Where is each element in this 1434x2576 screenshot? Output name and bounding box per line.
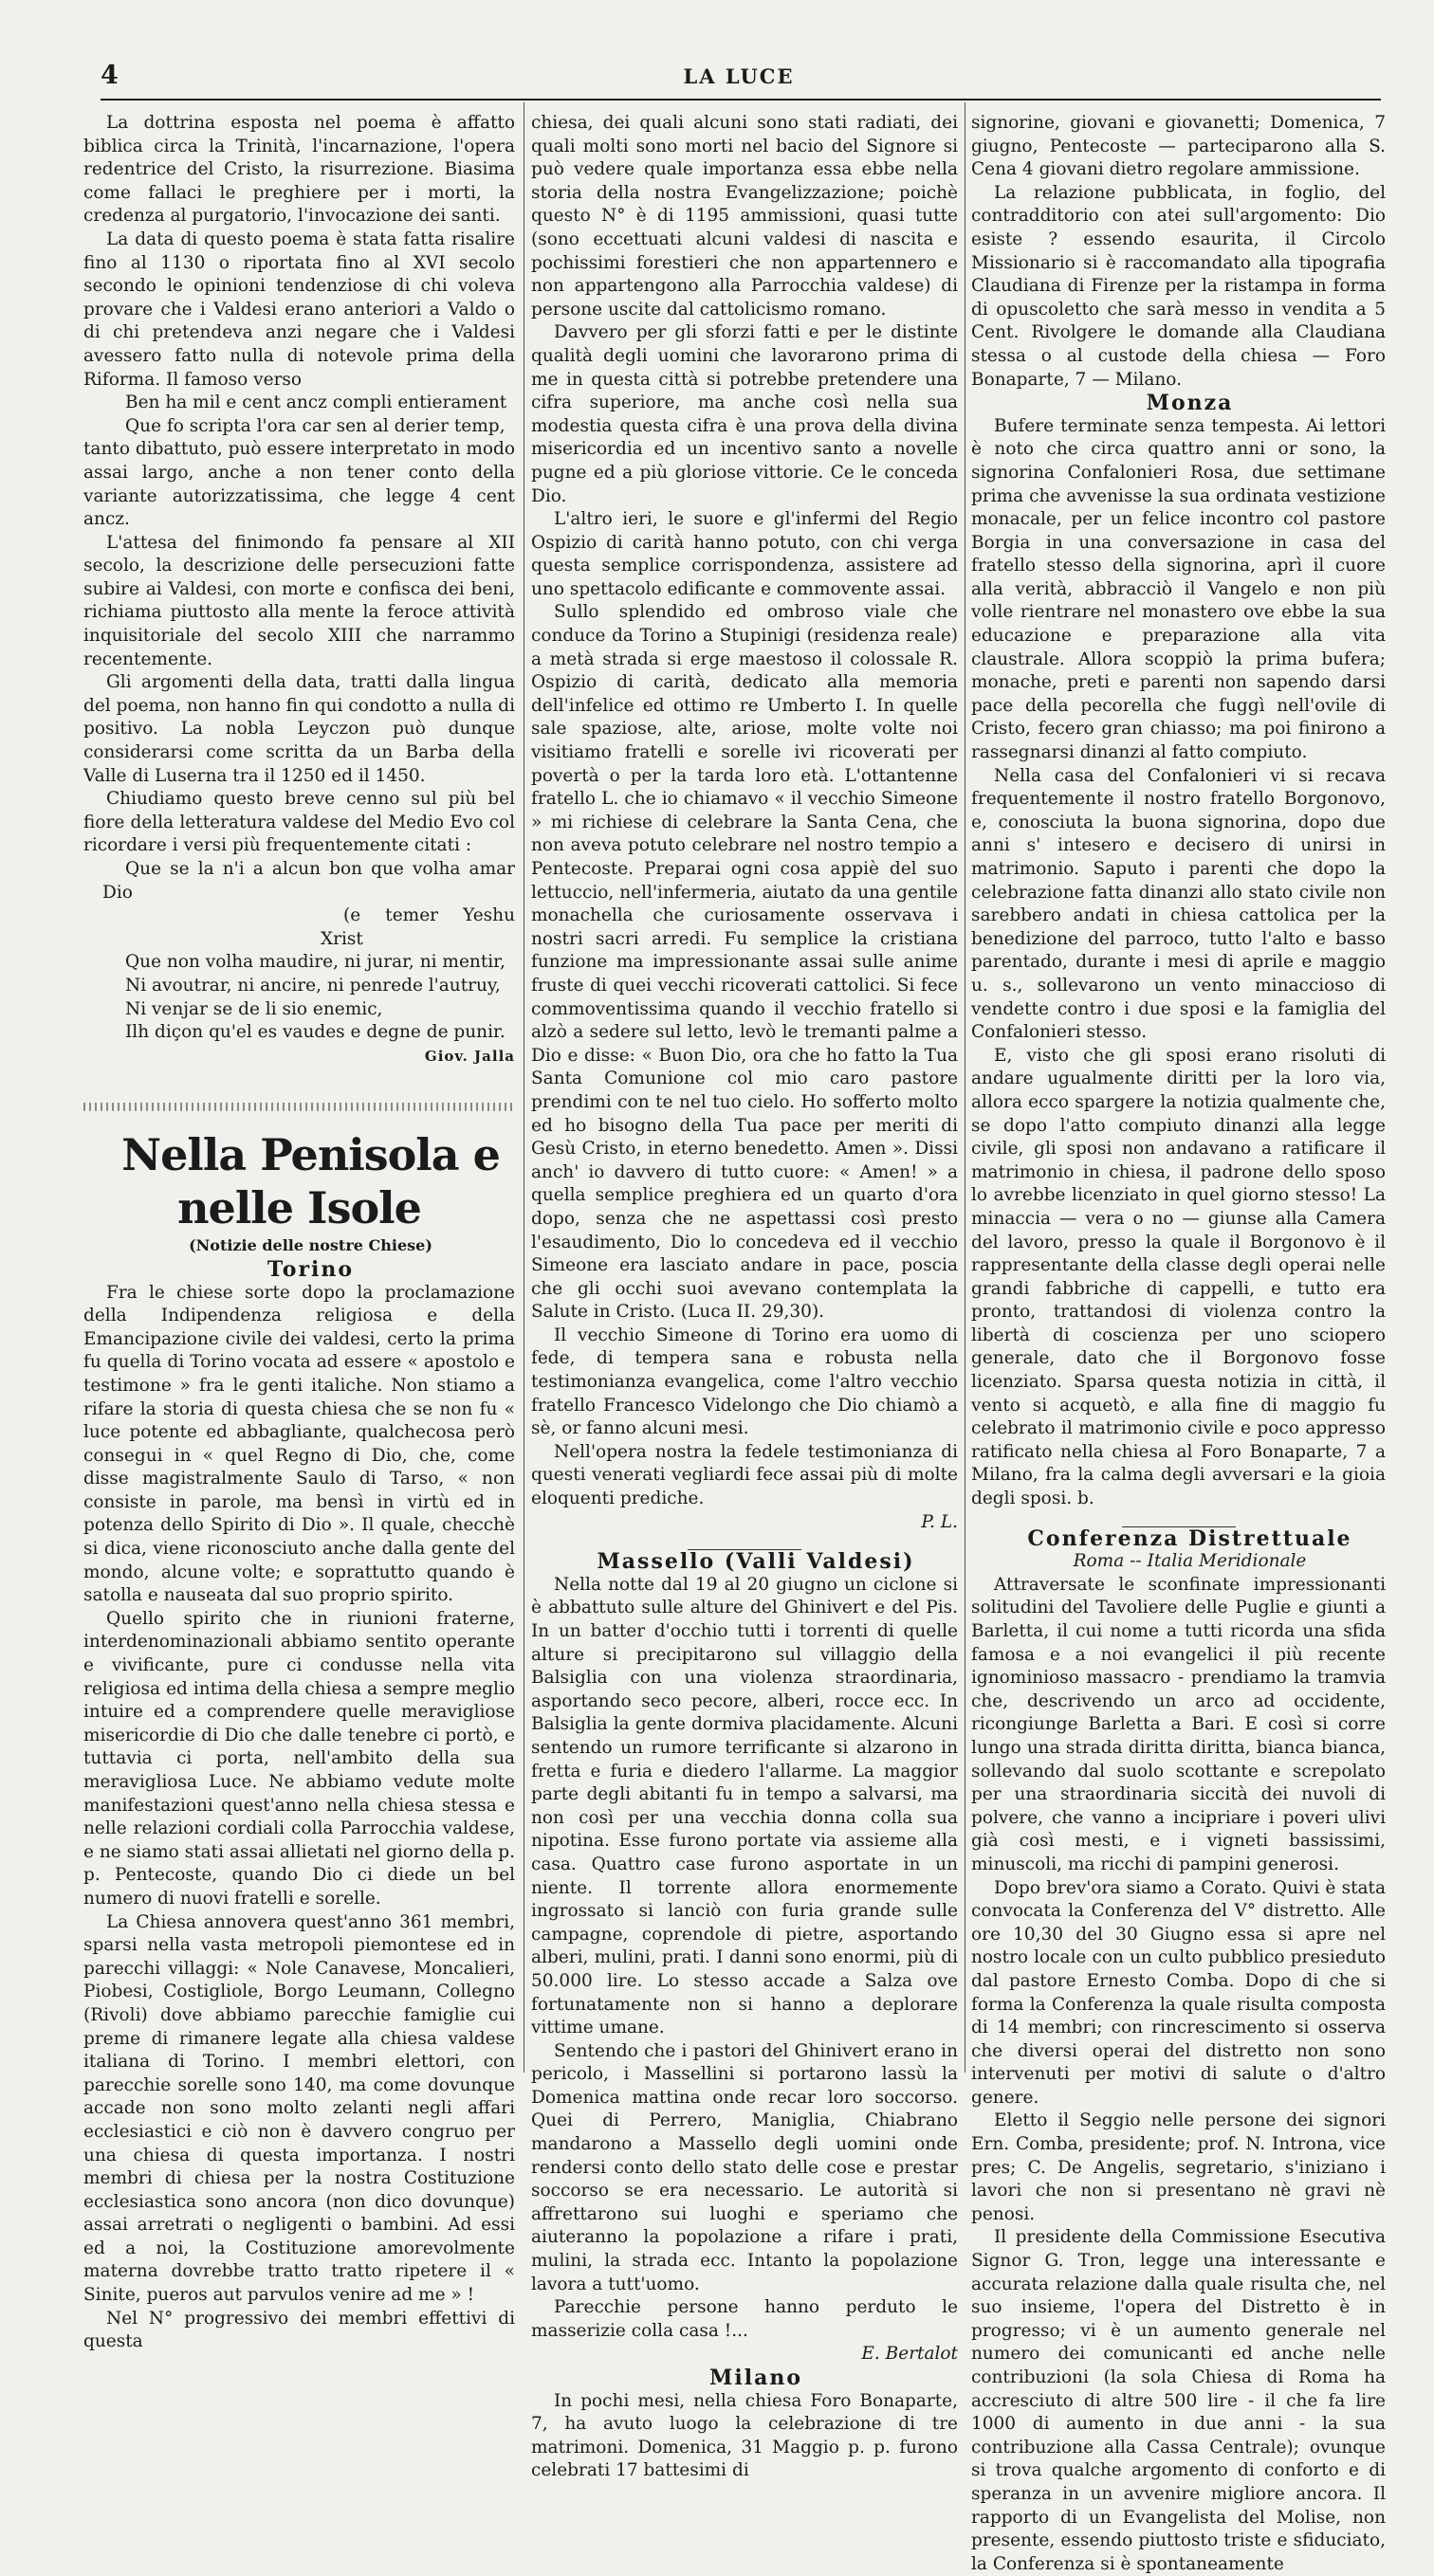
decorative-rule [83, 1096, 515, 1117]
paragraph: Nell'opera nostra la fedele testimonianza di questi venerati vegliardi fece assai più di molte eloquenti prediche. [531, 1441, 958, 1509]
paragraph: Parecchie persone hanno perduto le masserizie colla casa !... [531, 2297, 958, 2341]
signature: P. L. [921, 1511, 958, 1532]
verse-line: (e temer Yeshu Xrist [321, 905, 515, 949]
masthead: LA LUCE [683, 64, 795, 88]
paragraph: E, visto che gli sposi erano risoluti di andare ugualmente diritti per la loro via, allora ecco spargere la notizia qualmente che, se dopo l'atto compiuto dinanzi alla legge civile, gli sposi non andavano a ratificare il matrimonio in chiesa, il padrone dello sposo lo avrebbe licenziato in quel giorno stesso! La minaccia — vera o no — giunse alla Camera del lavoro, presso la quale il Borgonovo è il rappresentante della classe degli operai nelle grandi fabbriche di cappelli, e tutto era pronto, trattandosi di violenza contro la libertà di coscienza per uno sciopero generale, dato che il Borgonovo fosse licenziato. Sparsa questa notizia in città, il vento si acquetò, e alla fine di maggio fu celebrato il matrimonio civile e poco appresso ratificato nella chiesa al Foro Bonaparte, 7 a Milano, fra la calma degli avversari e la gioia degli sposi. b. [971, 1045, 1386, 1509]
paragraph: Quello spirito che in riunioni fraterne, interdenominazionali abbiamo sentito operante e vivificante, pure ci condusse nella vita religiosa ed intima della chiesa a sempre meglio intuire ed a comprendere quelle meravigliose misericordie di Dio che dalle tenebre ci portò, e tuttavia ci porta, nell'ambito della sua meravigliosa Luce. Ne abbiamo vedute molte manifestazioni quest'anno nella chiesa stessa e nelle relazioni cordiali colla Parrocchia valdese, e ne siamo stati assai allietati nel giorno della p. p. Pentecoste, quando Dio ci diede un bel numero di nuovi fratelli e sorelle. [83, 1608, 515, 1909]
paragraph: Il presidente della Commissione Esecutiva Signor G. Tron, legge una interessante e accurata relazione dalla quale risulta che, nel suo insieme, l'opera del Distretto è in progresso; vi è un aumento generale nel numero dei comunicanti ed anche nelle contribuzioni (la sola Chiesa di Roma ha accresciuto di altre 500 lire - il che fa lire 1000 di aumento in due anni - la sua contribuzione alla Cassa Centrale); ovunque si trova qualche argomento di conforto e di speranza in un avvenire migliore ancora. Il rapporto di un Evangelista del Molise, non presente, essendo piuttosto triste e sfiduciato, la Conferenza si è spontaneamente [971, 2227, 1386, 2574]
verse-line: Ilh diçon qu'el es vaudes e degne de punir. [125, 1022, 506, 1043]
column-2 [531, 112, 958, 2481]
page-number: 4 [101, 61, 119, 90]
paragraph: Nel N° progressivo dei membri effettivi di questa [83, 2308, 515, 2352]
paragraph: La data di questo poema è stata fatta risalire fino al 1130 o riportata fino al XVI secolo secondo le opinioni tendenziose di chi voleva provare che i Valdesi erano anteriori a Valdo o di chi pretendeva anzi negare che i Valdesi avessero fatto nulla di notevole prima della Riforma. Il famoso verso [83, 228, 515, 390]
paragraph: Nella casa del Confalonieri vi si recava frequentemente il nostro fratello Borgonovo, e, conosciuta la buona signorina, dopo due anni s' intesero e decisero di unirsi in matrimonio. Saputo i parenti che dopo la celebrazione fatta dinanzi allo stato civile non sarebbero andati in chiesa cattolica per la benedizione del parroco, tutto l'alto e basso parentado, durante i mesi di aprile e maggio u. s., sollevarono un vento minaccioso di vendette contro i due sposi e la famiglia del Confalonieri stesso. [971, 765, 1386, 1043]
paragraph: Bufere terminate senza tempesta. Ai lettori è noto che circa quattro anni or sono, la signorina Confalonieri Rosa, due settimane prima che avvenisse la sua ordinata vestizione monacale, per un felice incontro col pastore Borgia in una conversazione in casa del fratello stesso della signorina, aprì il cuore alla verità, abbracciò il Vangelo e non più volle rientrare nel monastero ove ebbe la sua educazione e preparazione alla vita claustrale. Allora scoppiò la prima bufera; monache, preti e parenti non sapendo darsi pace della pecorella che fuggì nell'ovile di Cristo, fecero gran chiasso; ma poi finirono a rassegnarsi dinanzi al fatto compiuto. [971, 415, 1386, 763]
signature: Giov. Jalla [424, 1047, 515, 1065]
paragraph: Il vecchio Simeone di Torino era uomo di fede, di tempera sana e robusta nella testimonianza evangelica, come l'altro vecchio fratello Francesco Videlongo che Dio chiamò a sè, or fanno alcuni mesi. [531, 1325, 958, 1439]
paragraph: Eletto il Seggio nelle persone dei signori Ern. Comba, presidente; prof. N. Introna, vice pres; C. De Angelis, segretario, s'iniziano i lavori che non si presentano nè gravi nè penosi. [971, 2110, 1386, 2224]
paragraph: Nella notte dal 19 al 20 giugno un ciclone si è abbattuto sulle alture del Ghinivert e del Pis. In un batter d'occhio tutti i torrenti di quelle alture si precipitarono sul villaggio della Balsiglia con una violenza straordinaria, asportando seco pecore, alberi, rocce ecc. In Balsiglia la gente dormiva placidamente. Alcuni sentendo un rumore terrificante si alzarono in fretta e furia e diedero l'allarme. La maggior parte degli abitanti fu in tempo a salvarsi, ma non così per una vecchia donna colla sua nipotina. Esse furono portate via assieme alla casa. Quattro case furono asportate in un niente. Il torrente allora enormemente ingrossato si lanciò con furia grande sulle campagne, coprendole di pietre, asportando alberi, mulini, prati. I danni sono enormi, più di 50.000 lire. Lo stesso accade a Salza ove fortunatamente non si hanno a deplorare vittime umane. [531, 1574, 958, 2038]
paragraph: chiesa, dei quali alcuni sono stati radiati, dei quali molti sono morti nel bacio del Signore si può vedere quale importanza essa ebbe nella storia della nostra Evangelizzazione; poichè questo N° è di 1195 ammissioni, quasi tutte (sono eccettuati alcuni valdesi di nascita e pochissimi forestieri che non appartennero e non appartengono alla Parrocchia valdese) di persone uscite dal cattolicismo romano. [531, 113, 958, 320]
heading-milano: Milano [709, 2366, 802, 2390]
paragraph: L'altro ieri, le suore e gl'infermi del Regio Ospizio di carità hanno potuto, con chi verga questa semplice corrispondenza, assistere ad uno spettacolo edificante e commovente assai. [531, 509, 958, 599]
paragraph: La Chiesa annovera quest'anno 361 membri, sparsi nella vasta metropoli piemontese ed in parecchi villaggi: « Nole Canavese, Moncalieri, Piobesi, Costigliole, Borgo Leumann, Collegno (Rivoli) dove abbiamo parecchie famiglie cui preme di rimanere legate alla chiesa valdese italiana di Torino. I membri elettori, con parecchie sorelle sono 140, ma come dovunque accade non sono molto zelanti negli affari ecclesiastici e ciò non è davvero congruo per una chiesa di questa importanza. I nostri membri di chiesa per la nostra Costituzione ecclesiastica sono ancora (non dico dovunque) assai arretrati o negligenti o bambini. Ad essi ed a noi, la Costituzione amorevolmente materna dovrebbe tratto tratto ripetere il « Sinite, pueros aut parvulos venire ad me » ! [83, 1911, 515, 2306]
paragraph: Dopo brev'ora siamo a Corato. Quivi è stata convocata la Conferenza del V° distretto. Alle ore 10,30 del 30 Giugno essa si apre nel nostro locale con un culto pubblico presieduto dal pastore Ernesto Comba. Dopo di che si forma la Conferenza la quale risulta composta di 14 membri; con rincrescimento si osserva che diversi operai del distretto non sono intervenuti per motivi di salute o d'altro genere. [971, 1877, 1386, 2108]
heading-monza: Monza [1146, 391, 1234, 416]
column-3 [971, 112, 1386, 2574]
signature: E. Bertalot [861, 2344, 958, 2365]
heading-torino: Torino [267, 1256, 355, 1282]
column-1 [83, 112, 515, 2352]
verse-line: Ben ha mil e cent ancz compli entierament [125, 393, 507, 413]
heading-conferenza-sub: Roma -- Italia Meridionale [1073, 1551, 1307, 1572]
verse-line: Ni venjar se de li sio enemic, [125, 998, 383, 1019]
paragraph: In pochi mesi, nella chiesa Foro Bonaparte, 7, ha avuto luogo la celebrazione di tre matrimoni. Domenica, 31 Maggio p. p. furono celebrati 17 battesimi di [531, 2390, 958, 2481]
page-header [101, 61, 1377, 99]
section-subtitle: (Notizie delle nostre Chiese) [189, 1236, 432, 1255]
paragraph: tanto dibattuto, può essere interpretato in modo assai largo, anche a non tener conto della variante autorizzatissima, che legge 4 cent ancz. [83, 439, 515, 530]
paragraph: Davvero per gli sforzi fatti e per le distinte qualità degli uomini che lavorarono prima di me in questa città si potrebbe pretendere una cifra superiore, ma anche così nella sua modestia questa cifra è una prova della divina misericordia ed un incentivo santo a novelle pugne ed a più gloriose vittorie. Ce le conceda Dio. [531, 322, 958, 506]
paragraph: signorine, giovani e giovanetti; Domenica, 7 giugno, Pentecoste — parteciparono alla S. Cena 4 giovani dietro regolare ammissione. [971, 113, 1386, 180]
paragraph: La dottrina esposta nel poema è affatto biblica circa la Trinità, l'incarnazione, l'opera redentrice del Cristo, la risurrezione. Biasima come fallaci le preghiere per i morti, la credenza al purgatorio, l'invocazione dei santi. [83, 113, 515, 227]
paragraph: Sentendo che i pastori del Ghinivert erano in pericolo, i Massellini si portarono lassù la Domenica mattina onde recar loro soccorso. Quei di Perrero, Maniglia, Chiabrano mandarono a Massello degli uomini onde rendersi conto dello stato delle cose e prestar soccorso se era necessario. Le autorità si affrettarono sui luoghi e speriamo che aiuteranno la popolazione a rifare i prati, mulini, la strada ecc. Intanto la popolazione lavora a tutt'uomo. [531, 2040, 958, 2294]
section-title: Nella Penisola e nelle Isole [121, 1129, 500, 1234]
paragraph: L'attesa del finimondo fa pensare al XII secolo, la descrizione delle persecuzioni fatte subire ai Valdesi, con morte e confisca dei beni, richiama piuttosto alla mente la feroce attività inquisitoriale del secolo XIII che narrammo recentemente. [83, 532, 515, 669]
verse-line: Que se la n'i a alcun bon que volha amar Dio [102, 859, 515, 903]
paragraph: Chiudiamo questo breve cenno sul più bel fiore della letteratura valdese del Medio Evo col ricordare i versi più frequentemente citati : [83, 789, 515, 856]
verse-line: Ni avoutrar, ni ancire, ni penrede l'autruy, [125, 975, 501, 996]
paragraph: Sullo splendido ed ombroso viale che conduce da Torino a Stupinigi (residenza reale) a metà strada si erge maestoso il colossale R. Ospizio di carità, dedicato alla memoria dell'infelice ed ottimo re Umberto I. In quelle sale spaziose, alte, ariose, molte volte noi visitiamo fratelli e sorelle ivi ricoverati per povertà o per la tarda loro età. L'ottantenne fratello L. che io chiamavo « il vecchio Simeone » mi richiese di celebrare la Santa Cena, che non aveva potuto celebrare nel nostro tempio a Pentecoste. Preparai ogni cosa appiè del suo lettuccio, nell'infermeria, aiutato da una gentile monachella che curiosamente osservava i nostri sacri arredi. Fu semplice la cristiana funzione ma impressionante assai sulle anime fruste di quei vecchi ricoverati cattolici. Si fece commoventissima quando il vecchio fratello si alzò a sedere sul letto, levò le tremanti palme a Dio e disse: « Buon Dio, ora che ho fatto la Tua Santa Comunione col mio caro pastore prendimi con te nel tuo cielo. Ho sofferto molto ed ho bisogno della Tua pace per meriti di Gesù Cristo, in eterno benedetto. Amen ». Dissi anch' io davvero di tutto cuore: « Amen! » a quella semplice preghiera ed un quarto d'ora dopo, senza che ne aspettassi così presto l'esaudimento, Dio lo concedeva ed il vecchio Simeone era lasciato andare in pace, poscia che gli occhi suoi avevano contemplata la Salute in Cristo. (Luca II. 29,30). [531, 602, 958, 1323]
verse-line: Que fo scripta l'ora car sen al derier temp, [125, 415, 506, 436]
paragraph: Gli argomenti della data, tratti dalla lingua del poema, non hanno fin qui condotto a nulla di positivo. La nobla Leyczon può dunque considerarsi come scritta da un Barba della Valle di Luserna tra il 1250 ed il 1450. [83, 672, 515, 786]
header-rule [101, 99, 1381, 100]
paragraph: Attraversate le sconfinate impressionanti solitudini del Tavoliere delle Puglie e giunti a Barletta, il cui nome a tutti ricorda una sfida famosa e a noi evangelici il più recente ignominioso massacro - prendiamo la tramvia che, descrivendo un arco ad occidente, ricongiunge Barletta a Bari. E così si corre lungo una strada diritta diritta, bianca bianca, sollevando dal suolo scottante e screpolato per una straordinaria siccità dei nuvoli di polvere, che vanno a incipriare i poveri ulivi già così mesti, e i vigneti bassissimi, minuscoli, ma ricchi di pampini generosi. [971, 1574, 1386, 1874]
verse-line: Que non volha maudire, ni jurar, ni mentir, [125, 952, 506, 973]
paragraph: La relazione pubblicata, in foglio, del contradditorio con atei sull'argomento: Dio esiste ? essendo esaurita, il Circolo Missionario si è raccomandato alla tipografia Claudiana di Firenze per la ristampa in forma di opuscoletto che sarà messo in vendita a 5 Cent. Rivolgere le domande alla Claudiana stessa o al custode della chiesa — Foro Bonaparte, 7 — Milano. [971, 182, 1386, 390]
paragraph: Fra le chiese sorte dopo la proclamazione della Indipendenza religiosa e della Emancipazione civile dei valdesi, certo la prima fu quella di Torino vocata ad essere « apostolo e testimone » fra le genti italiche. Non stiamo a rifare la storia di questa chiesa che se non fu « luce potente ed abbagliante, qualchecosa però consegui in « quel Regno di Dio, che, come disse magistralmente Saulo di Tarso, « non consiste in parole, ma bensì in virtù ed in potenza dello Spirito di Dio ». Il quale, checchè si dica, viene riconosciuto anche dalla gente del mondo, alcune volte; e soprattutto quando è satolla e nauseata dal suo proprio spirito. [83, 1282, 515, 1606]
heading-conferenza: Conferenza Distrettuale [1027, 1526, 1352, 1551]
heading-massello: Massello (Valli Valdesi) [597, 1549, 915, 1575]
